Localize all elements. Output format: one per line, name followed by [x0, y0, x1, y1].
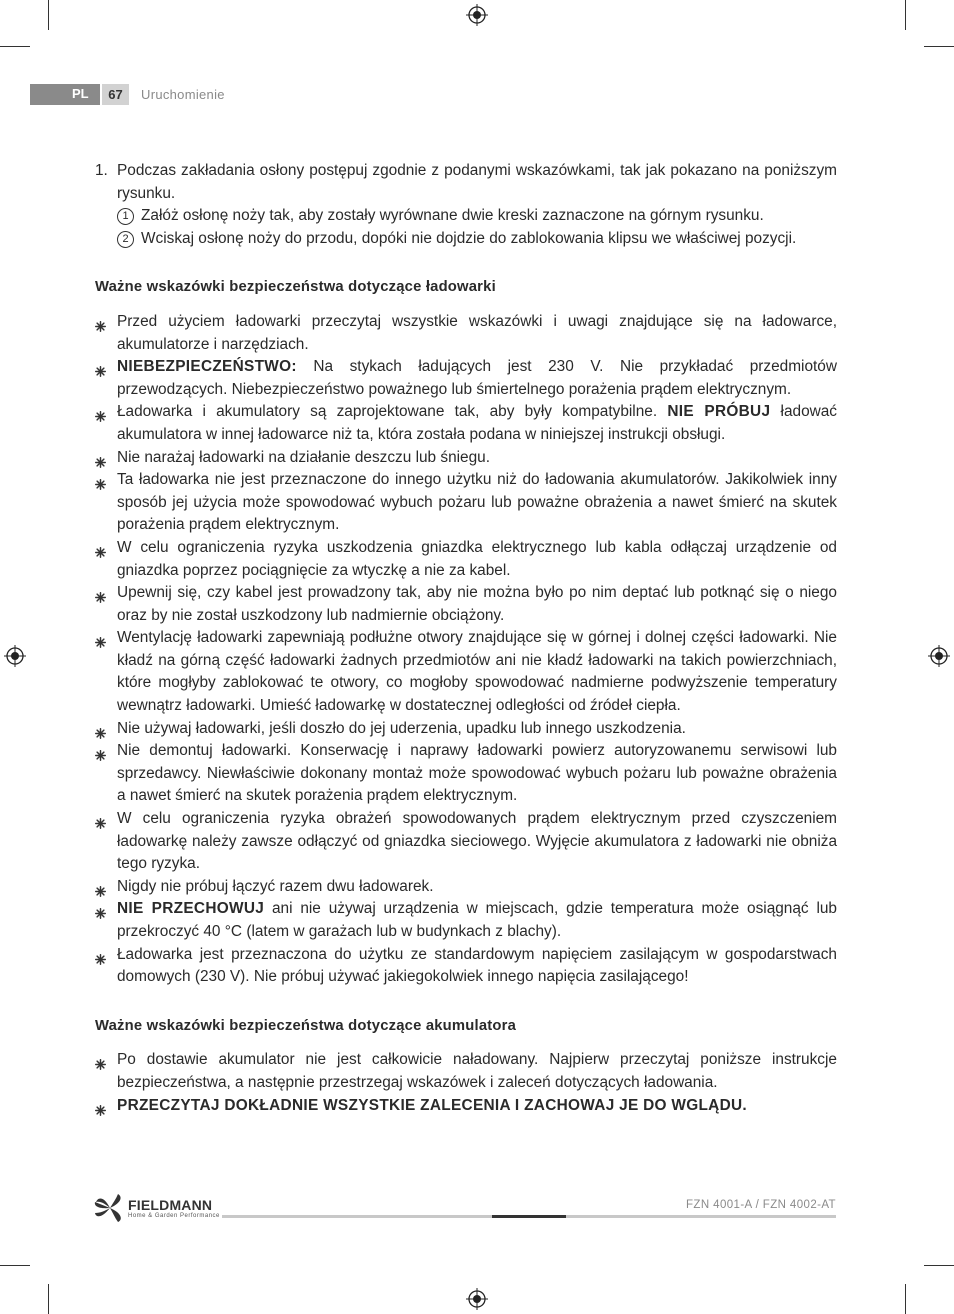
list-item — [95, 718, 837, 741]
list-item — [95, 537, 837, 582]
substep-text: Załóż osłonę noży tak, aby zostały wyrównane dwie kreski zaznaczone na górnym rysunku. — [141, 207, 764, 225]
list-item — [95, 944, 837, 989]
bullet-icon — [95, 317, 106, 328]
list-item — [95, 808, 837, 876]
footer-rule — [222, 1215, 492, 1218]
list-item — [95, 898, 837, 943]
bullet-icon — [95, 453, 106, 464]
fieldmann-logo-icon — [94, 1193, 126, 1223]
registration-mark-icon — [4, 645, 26, 667]
item-text: Nie używaj ładowarki, jeśli doszło do jej uderzenia, upadku lub innego uszkodzenia. — [117, 719, 686, 737]
bullet-icon — [95, 543, 106, 554]
list-item — [95, 447, 837, 470]
bullet-icon — [95, 362, 106, 373]
registration-mark-icon — [928, 645, 950, 667]
list-item — [95, 876, 837, 899]
brand-name: FIELDMANN — [128, 1197, 213, 1213]
list-item — [95, 1049, 837, 1094]
crop-mark — [905, 1284, 906, 1314]
battery-safety-heading: Ważne wskazówki bezpieczeństwa dotyczące akumulatora — [95, 1017, 517, 1034]
brand-tagline: Home & Garden Performance — [128, 1213, 220, 1219]
item-text: Wentylację ładowarki zapewniają podłużne otwory znajdujące się w górnej i dolnej części ładowarki. Nie kładź na górną część ładowarki żadnych przedmiotów ani nie kładź ładowarki na takich powierzchniach, które mogłyby zablokować te otwory, co mogłoby spowodować nadmierne podwyższenie temperatury wewnątrz ładowarki. Umieść ładowarkę w dostatecznej odległości od źródeł ciepła. — [117, 629, 837, 715]
item-emphasis: PRZECZYTAJ DOKŁADNIE WSZYSTKIE ZALECENIA I ZACHOWAJ JE DO WGLĄDU. — [117, 1096, 748, 1114]
crop-mark — [924, 46, 954, 47]
substep-text: Wciskaj osłonę noży do przodu, dopóki nie dojdzie do zablokowania klipsu we właściwej pozycji. — [141, 229, 797, 247]
footer-rule-accent — [492, 1215, 566, 1218]
section-title: Uruchomienie — [141, 87, 225, 102]
item-text: Ładowarka i akumulatory są zaprojektowane tak, aby były kompatybilne. — [117, 403, 668, 421]
item-emphasis: NIE PRZECHOWUJ — [117, 900, 265, 918]
list-item — [95, 740, 837, 808]
item-text: Po dostawie akumulator nie jest całkowicie naładowany. Najpierw przeczytaj poniższe instrukcje bezpieczeństwa, a następnie przestrzegaj wskazówek i zaleceń dotyczących ładowania. — [117, 1051, 837, 1091]
item-text: Nie demontuj ładowarki. Konserwację i naprawy ładowarki powierz autoryzowanemu serwisowi lub sprzedawcy. Niewłaściwie dokonany montaż może spowodować wybuch pożaru lub poważne obrażenia a nawet śmierć na skutek porażenia prądem elektrycznym. — [117, 742, 837, 805]
header-language-bar — [30, 84, 100, 105]
footer-rule — [566, 1215, 836, 1218]
item-text: ładować akumulatora w innej ładowarce niż ta, która została podana w niniejszej instrukcji obsługi. — [117, 403, 837, 443]
bullet-icon — [95, 882, 106, 893]
bullet-icon — [95, 904, 106, 915]
list-item — [95, 356, 837, 401]
item-text: ani nie używaj urządzenia w miejscach, gdzie temperatura może osiągnąć lub przekroczyć 40 °C (latem w garażach lub w budynkach z blachy). — [117, 900, 837, 940]
item-text: Ładowarka jest przeznaczona do użytku ze standardowym napięciem zasilającym w gospodarstwach domowych (230 V). Nie próbuj używać jakiegokolwiek innego napięcia zasilającego! — [117, 945, 837, 986]
bullet-icon — [95, 814, 106, 825]
page-body — [95, 160, 837, 1117]
crop-mark — [0, 46, 30, 47]
item-text: Nie narażaj ładowarki na działanie deszczu lub śniegu. — [117, 448, 491, 466]
crop-mark — [905, 0, 906, 30]
item-text: Na stykach ładujących jest 230 V. Nie przykładać przedmiotów przewodzących. Niebezpieczeństwo poważnego lub śmiertelnego porażenia prądem elektrycznym. — [117, 358, 837, 398]
list-item — [95, 1095, 837, 1118]
charger-safety-list — [95, 311, 837, 989]
bullet-icon — [95, 588, 106, 599]
list-item — [95, 469, 837, 537]
item-text: Upewnij się, czy kabel jest prowadzony tak, aby nie można było po nim deptać lub potknąć się o niego oraz by nie został uszkodzony lub nadmiernie obciążony. — [117, 584, 837, 624]
crop-mark — [924, 1265, 954, 1266]
bullet-icon — [95, 724, 106, 735]
registration-mark-icon — [466, 1288, 488, 1310]
registration-mark-icon — [466, 4, 488, 26]
item-text: Przed użyciem ładowarki przeczytaj wszystkie wskazówki i uwagi znajdujące się na ładowarce, akumulatorze i narzędziach. — [117, 312, 837, 353]
list-item — [95, 627, 837, 717]
item-text: Nigdy nie próbuj łączyć razem dwu ładowarek. — [117, 877, 434, 895]
substep-2 — [95, 228, 844, 251]
item-text: Ta ładowarka nie jest przeznaczone do innego użytku niż do ładowania akumulatorów. Jakikolwiek inny sposób jej użycia może spowodować wybuch pożaru lub poważne obrażenia a nawet śmierć na skutek porażenia prądem elektrycznym. — [117, 471, 837, 534]
bullet-icon — [95, 407, 106, 418]
bullet-icon — [95, 950, 106, 961]
header-language: PL — [72, 86, 89, 101]
circled-number: 1 — [117, 208, 134, 225]
item-text: W celu ograniczenia ryzyka uszkodzenia gniazdka elektrycznego lub kabla odłączaj urządzenie od gniazdka poprzez pociągnięcie za wtyczkę a nie za kabel. — [117, 538, 837, 579]
charger-safety-heading: Ważne wskazówki bezpieczeństwa dotyczące ładowarki — [95, 279, 496, 296]
crop-mark — [48, 1284, 49, 1314]
step-1 — [95, 160, 837, 205]
circled-number: 2 — [117, 231, 134, 248]
crop-mark — [48, 0, 49, 30]
step-text: Podczas zakładania osłony postępuj zgodnie z podanymi wskazówkami, tak jak pokazano na poniższym rysunku. — [117, 162, 837, 202]
model-number: FZN 4001-A / FZN 4002-AT — [686, 1199, 836, 1211]
page-number: 67 — [102, 84, 129, 105]
list-item — [95, 311, 837, 356]
bullet-icon — [95, 746, 106, 757]
bullet-icon — [95, 1055, 106, 1066]
bullet-icon — [95, 633, 106, 644]
list-item — [95, 582, 837, 627]
battery-safety-list — [95, 1049, 837, 1117]
item-emphasis: NIEBEZPIECZEŃSTWO: — [117, 358, 297, 376]
crop-mark — [0, 1265, 30, 1266]
bullet-icon — [95, 475, 106, 486]
step-number: 1. — [95, 162, 108, 179]
item-text: W celu ograniczenia ryzyka obrażeń spowodowanych prądem elektrycznym przed czyszczeniem ładowarkę należy zawsze odłączyć od gniazdka sieciowego. Wyjęcie akumulatora z ładowarki nie obniża tego ryzyka. — [117, 810, 837, 873]
list-item — [95, 401, 837, 446]
item-emphasis: NIE PRÓBUJ — [667, 403, 771, 421]
substep-1 — [95, 205, 844, 228]
bullet-icon — [95, 1101, 106, 1112]
